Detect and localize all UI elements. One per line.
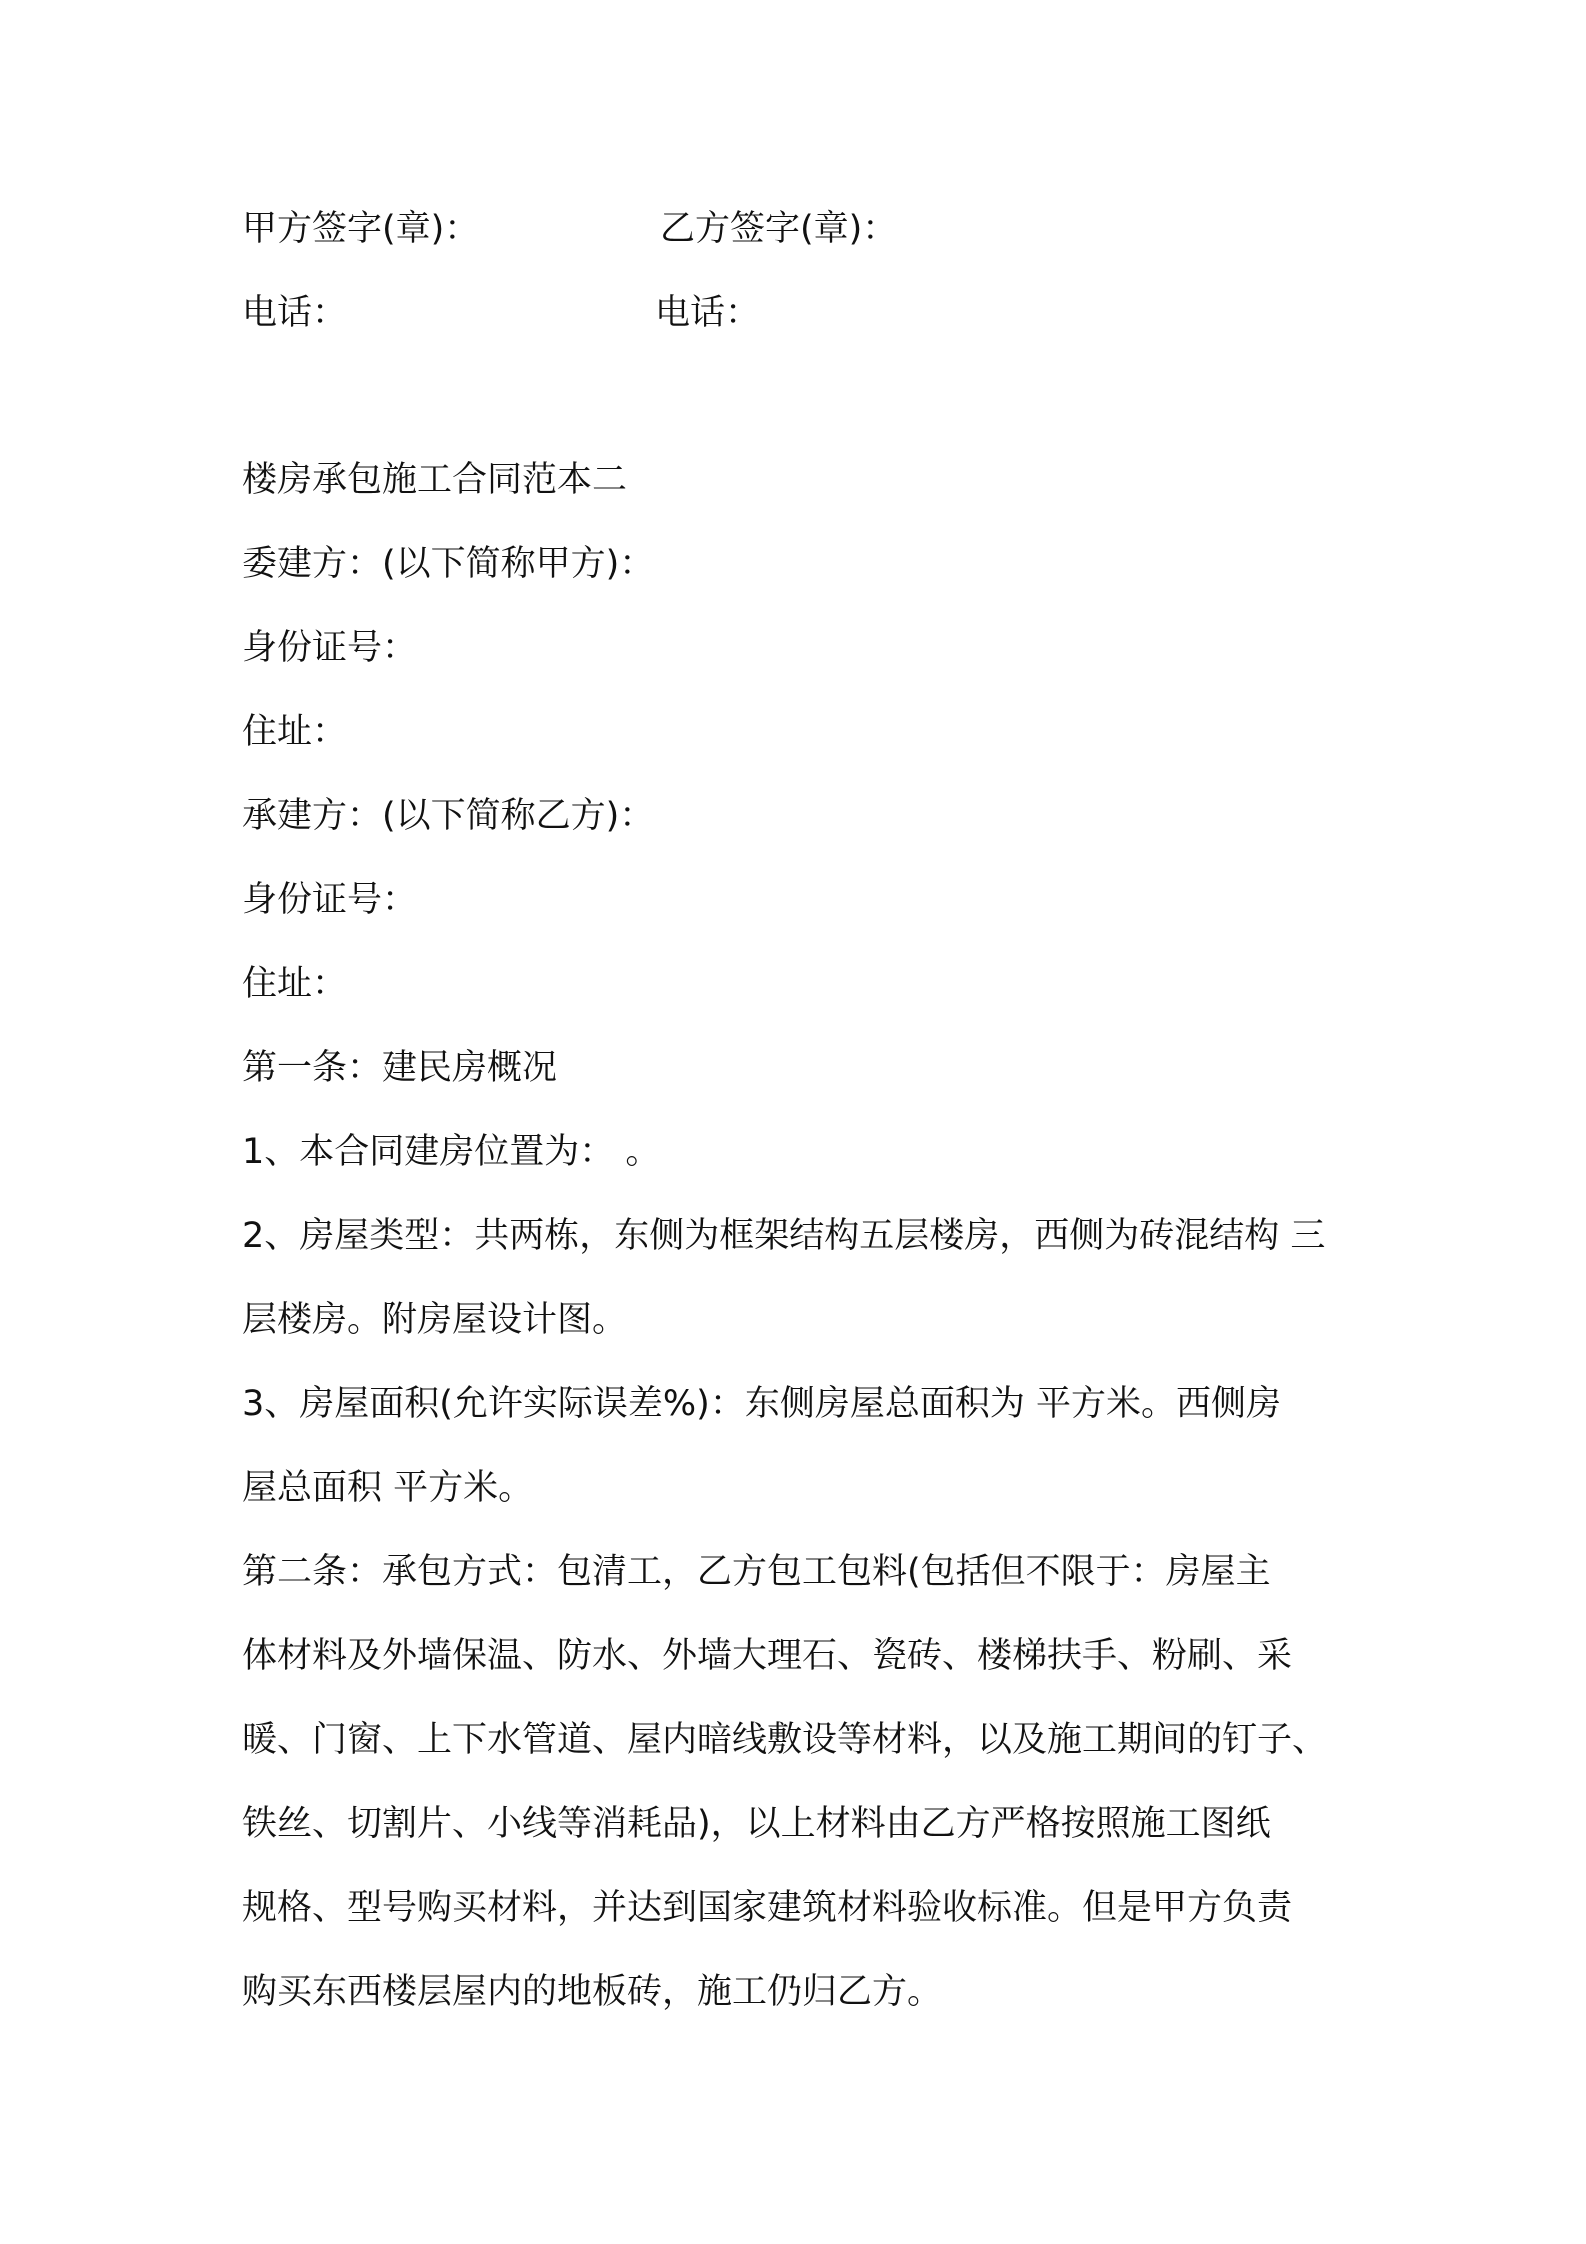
article2-line: 铁丝、切割片、小线等消耗品)，以上材料由乙方严格按照施工图纸: [242, 1804, 1271, 1844]
article2-line: 购买东西楼层屋内的地板砖，施工仍归乙方。: [242, 1972, 943, 2012]
client-id-label: 身份证号：: [242, 628, 418, 668]
item3-house-area: [242, 1362, 1357, 1530]
party-a-phone-label: 电话：: [242, 293, 348, 333]
contractor-id-label: 身份证号：: [242, 880, 418, 920]
client-label: 委建方：(以下简称甲方)：: [242, 544, 655, 584]
item2-line: 层楼房。附房屋设计图。: [242, 1300, 628, 1340]
party-a-signature-label: 甲方签字(章)：: [242, 209, 480, 249]
article2-line: 规格、型号购买材料，并达到国家建筑材料验收标准。但是甲方负责: [242, 1888, 1293, 1928]
item2-line: 2、房屋类型：共两栋，东侧为框架结构五层楼房，西侧为砖混结构 三: [242, 1216, 1326, 1256]
article2-line: 暖、门窗、上下水管道、屋内暗线敷设等材料，以及施工期间的钉子、: [242, 1720, 1328, 1760]
contractor-address-label: 住址：: [242, 964, 348, 1004]
item3-line: 3、房屋面积(允许实际误差%)：东侧房屋总面积为 平方米。西侧房: [242, 1384, 1281, 1424]
client-address-label: 住址：: [242, 712, 348, 752]
party-b-phone-label: 电话：: [655, 293, 761, 333]
contractor-label: 承建方：(以下简称乙方)：: [242, 796, 655, 836]
party-b-signature-label: 乙方签字(章)：: [660, 209, 898, 249]
article2-line: 体材料及外墙保温、防水、外墙大理石、瓷砖、楼梯扶手、粉刷、采: [242, 1636, 1293, 1676]
article2-line: 第二条：承包方式：包清工，乙方包工包料(包括但不限于：房屋主: [242, 1552, 1271, 1592]
contract-title: 楼房承包施工合同范本二: [242, 460, 628, 500]
item2-house-type: [242, 1194, 1357, 1362]
item3-line: 屋总面积 平方米。: [242, 1468, 534, 1508]
article1-title: 第一条：建民房概况: [242, 1048, 558, 1088]
article2-contract-method: [242, 1530, 1357, 2034]
item1-location: 1、本合同建房位置为： 。: [242, 1132, 661, 1172]
